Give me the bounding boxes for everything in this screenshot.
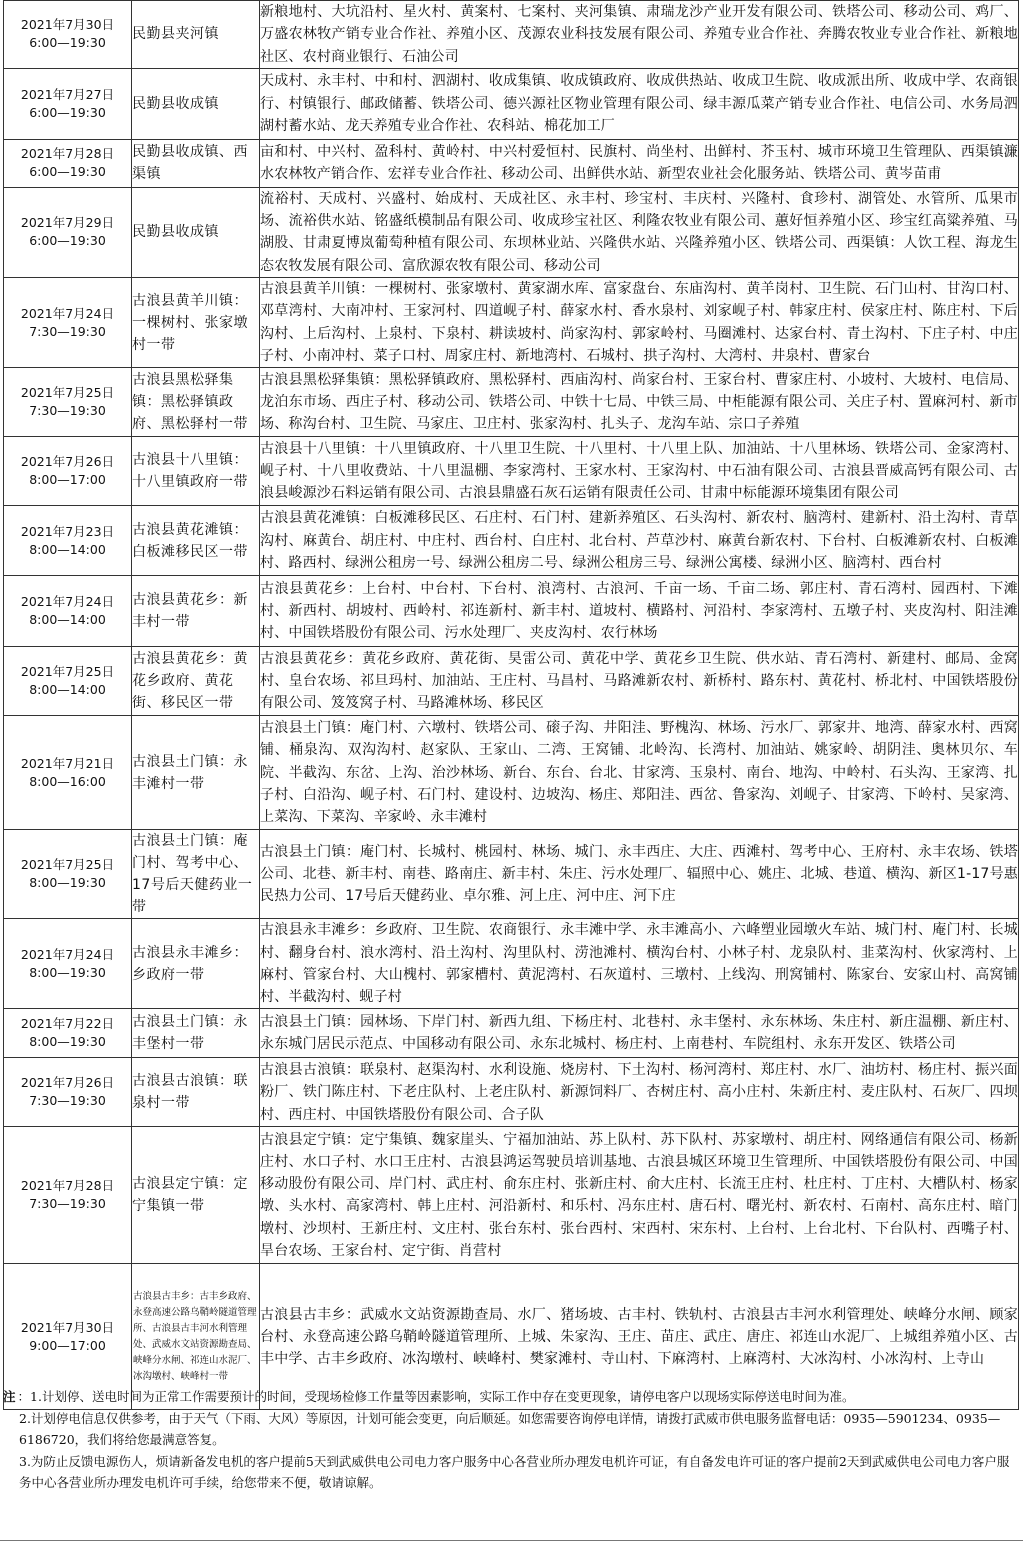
- outage-range-cell: 古浪县黄花乡：上台村、中台村、下台村、浪湾村、古浪河、千亩一场、千亩二场、郭庄村、青石湾村、园西村、下滩村、新西村、胡坡村、西岭村、祁连新村、新丰村、道坡村、横路村、河沿村、李家湾村、五墩子村、夹皮沟村、阳洼滩村、中国铁塔股份有限公司、污水处理厂、夹皮沟村、农行林场: [260, 576, 1019, 647]
- table-row: [4, 506, 1019, 576]
- outage-time-cell: [4, 506, 132, 576]
- outage-range-cell: 古浪县土门镇：园林场、下岸门村、新西九组、下杨庄村、北巷村、永丰堡村、永东林场、朱庄村、新庄温棚、新庄村、永东城门居民示范点、中国移动有限公司、永东北城村、杨庄村、上南巷村、车院组村、永东开发区、铁塔公司: [260, 1009, 1019, 1058]
- bottom-rule: [0, 1540, 1023, 1541]
- outage-date: 2021年7月21日: [20, 755, 115, 771]
- outage-date: 2021年7月28日: [20, 146, 115, 162]
- outage-hours: 8:00—19:30: [29, 1034, 106, 1050]
- outage-hours: 6:00—19:30: [29, 35, 106, 51]
- outage-date: 2021年7月30日: [20, 1319, 115, 1335]
- note-item-3: 3.为防止反馈电源伤人，烦请新备发电机的客户提前5天到武威供电公司电力客户服务中心各营业所办理发电机许可证，有自备发电许可证的客户提前2天到武威供电公司电力客户服务中心各营业所办理发电机许可手续，给您带来不便，敬请谅解。: [19, 1453, 1010, 1490]
- outage-range-cell: 新粮地村、大坑沿村、星火村、黄案村、七案村、夹河集镇、肃瑞龙沙产业开发有限公司、铁塔公司、移动公司、鸡厂、万盛农林牧产销专业合作社、养殖小区、茂源农业科技发展有限公司、养殖专业合作社、奔腾农牧业专业合作社、新粮地社区、农村商业银行、石油公司: [260, 1, 1019, 69]
- outage-range-cell: 古浪县黄羊川镇：一棵树村、张家墩村、黄家湖水库、富家盘台、东庙沟村、黄羊岗村、卫生院、石门山村、甘沟口村、邓草湾村、大南冲村、王家河村、四道岘子村、薛家水村、香水泉村、刘家岘子村、韩家庄村、侯家庄村、陈庄村、下后沟村、上后沟村、上泉村、下泉村、耕读坡村、尚家沟村、郭家岭村、马圈滩村、达家台村、青土沟村、下庄子村、中庄子村、小南冲村、菜子口村、周家庄村、新地湾村、石城村、拱子沟村、大湾村、井泉村、曹家台: [260, 278, 1019, 368]
- outage-date: 2021年7月26日: [20, 1075, 115, 1091]
- outage-hours: 8:00—19:30: [29, 875, 106, 891]
- outage-date: 2021年7月26日: [20, 454, 115, 470]
- outage-area-cell: 民勤县收成镇: [132, 68, 260, 139]
- outage-area-cell: 古浪县土门镇：永丰滩村一带: [132, 716, 260, 830]
- note-item-1: 注 ：1.计划停、送电时间为正常工作需要预计的时间，受现场检修工作量等因素影响，实际工作中存在变更现象，请停电客户以现场实际停送电时间为准。: [3, 1389, 855, 1404]
- outage-area-cell: 古浪县永丰滩乡：乡政府一带: [132, 919, 260, 1009]
- outage-date: 2021年7月25日: [20, 385, 115, 401]
- note-text-1: 1.计划停、送电时间为正常工作需要预计的时间，受现场检修工作量等因素影响，实际工作中存在变更现象，请停电客户以现场实际停送电时间为准。: [30, 1389, 855, 1404]
- outage-hours: 8:00—19:30: [29, 964, 106, 980]
- outage-area-cell: 古浪县土门镇：永丰堡村一带: [132, 1009, 260, 1058]
- table-row: [4, 1, 1019, 69]
- outage-hours: 8:00—17:00: [29, 472, 106, 488]
- outage-hours: 8:00—14:00: [29, 682, 106, 698]
- outage-date: 2021年7月29日: [20, 215, 115, 231]
- outage-hours: 9:00—17:00: [29, 1337, 106, 1353]
- table-row: [4, 716, 1019, 830]
- table-row: [4, 278, 1019, 368]
- outage-time-cell: [4, 278, 132, 368]
- outage-range-cell: 古浪县十八里镇：十八里镇政府、十八里卫生院、十八里村、十八里上队、加油站、十八里林场、铁塔公司、金家湾村、岘子村、十八里收费站、十八里温棚、李家湾村、王家水村、王家沟村、中石油有限公司、古浪县晋威高钙有限公司、古浪县峻源沙石料运销有限公司、古浪县鼎盛石灰石运销有限责任公司、甘肃中标能源环境集团有限公司: [260, 437, 1019, 506]
- outage-area-cell: 古浪县黑松驿集镇：黑松驿镇政府、黑松驿村一带: [132, 368, 260, 437]
- outage-range-cell: 天成村、永丰村、中和村、泗湖村、收成集镇、收成镇政府、收成供热站、收成卫生院、收成派出所、收成中学、农商银行、村镇银行、邮政储蓄、铁塔公司、德兴源社区物业管理有限公司、绿丰源瓜菜产销专业合作社、电信公司、水务局泗湖村蓄水站、龙天养殖专业合作社、农科站、棉花加工厂: [260, 68, 1019, 139]
- outage-range-cell: 流裕村、天成村、兴盛村、始成村、天成社区、永丰村、珍宝村、丰庆村、兴隆村、食珍村、湖管处、水管所、瓜果市场、流裕供水站、铭盛纸模制品有限公司、收成珍宝社区、利隆农牧业有限公司、蕙好恒养殖小区、珍宝红高粱养殖、马湖股、甘肃夏博岚葡萄种植有限公司、东坝林业站、兴隆供水站、兴隆养殖小区、铁塔公司、西渠镇：人饮工程、海龙生态农牧发展有限公司、富欣源农牧有限公司、移动公司: [260, 187, 1019, 277]
- outage-area-cell: 古浪县黄花乡：新丰村一带: [132, 576, 260, 647]
- outage-range-cell: 古浪县黑松驿集镇：黑松驿镇政府、黑松驿村、西庙沟村、尚家台村、王家台村、曹家庄村、小坡村、大坡村、电信局、龙泊东市场、西庄子村、移动公司、铁塔公司、中铁十七局、中铁三局、中柜能源有限公司、关庄子村、置麻河村、新市场、称沟台村、卫生院、马家庄、卫庄村、张家沟村、扎头子、龙沟车站、宗口子养殖: [260, 368, 1019, 437]
- outage-range-cell: 亩和村、中兴村、盈科村、黄岭村、中兴村爱恒村、民旗村、尚坐村、出鲜村、芥玉村、城市环境卫生管理队、西渠镇濂水农林牧产销合作、宏祥专业合作社、移动公司、出鲜供水站、新型农业社会化服务站、铁塔公司、黄岑苗甫: [260, 139, 1019, 187]
- outage-area-cell: 古浪县定宁镇：定宁集镇一带: [132, 1127, 260, 1264]
- outage-area-cell: 古浪县黄花滩镇：白板滩移民区一带: [132, 506, 260, 576]
- outage-hours: 7:30—19:30: [29, 323, 106, 339]
- table-row: [4, 437, 1019, 506]
- outage-hours: 7:30—19:30: [29, 1196, 106, 1212]
- outage-range-cell: 古浪县定宁镇：定宁集镇、魏家崖头、宁福加油站、苏上队村、苏下队村、苏家墩村、胡庄村、网络通信有限公司、杨新庄村、水口子村、水口王庄村、古浪县鸿运驾驶员培训基地、古浪县城区环境卫生管理所、中国铁塔股份有限公司、中国移动股份有限公司、岸门村、武庄村、俞东庄村、张新庄村、俞大庄村、长流王庄村、杜庄村、丁庄村、大槽队村、杨家墩、头水村、高家湾村、韩上庄村、河沿新村、和乐村、冯东庄村、唐石村、曙光村、新农村、石南村、高东庄村、暗门墩村、沙坝村、王新庄村、文庄村、张台东村、张台西村、宋西村、宋东村、上台村、上台北村、下台队村、西嘴子村、旱台农场、王家台村、定宁街、肖营村: [260, 1127, 1019, 1264]
- outage-schedule-table: [3, 0, 1019, 1410]
- outage-time-cell: [4, 647, 132, 716]
- outage-area-cell: 民勤县收成镇: [132, 187, 260, 277]
- note-item-2: 2.计划停电信息仅供参考，由于天气（下雨、大风）等原因，计划可能会变更，向后顺延。如您需要咨询停电详情，请拨打武威市供电服务监督电话：0935—5901234、0935—6186720，我们将给您最满意答复。: [19, 1410, 1001, 1447]
- table-row: [4, 647, 1019, 716]
- outage-area-cell: 古浪县古浪镇：联泉村一带: [132, 1058, 260, 1127]
- outage-hours: 8:00—14:00: [29, 541, 106, 557]
- outage-time-cell: [4, 68, 132, 139]
- outage-range-cell: 古浪县黄花乡：黄花乡政府、黄花街、昊雷公司、黄花中学、黄花乡卫生院、供水站、青石湾村、新建村、邮局、金窝村、皇台农场、祁旦玛村、加油站、王庄村、马昌村、马路滩新农村、新桥村、路东村、黄花村、桥北村、中国铁塔股份有限公司、笈笈窝子村、马路滩林场、移民区: [260, 647, 1019, 716]
- table-row: [4, 576, 1019, 647]
- outage-range-cell: 古浪县土门镇：庵门村、六墩村、铁塔公司、磙子沟、井阳洼、野槐沟、林场、污水厂、郭家井、地湾、薛家水村、西窝铺、桶泉沟、双沟沟村、赵家队、王家山、二湾、王窝铺、北岭沟、长湾村、加油站、姚家岭、胡阴洼、奥林贝尔、车院、半截沟、东岔、上沟、治沙林场、新台、东台、台北、甘家湾、玉泉村、南台、地沟、中岭村、石头沟、王家湾、扎子村、白沿沟、岘子村、石门村、建设村、边坡沟、杨庄、郑阳洼、西岔、鲁家沟、刘岘子、甘家湾、下岭村、吴家湾、上菜沟、下菜沟、辛家岭、永丰滩村: [260, 716, 1019, 830]
- outage-time-cell: [4, 830, 132, 919]
- outage-time-cell: [4, 1009, 132, 1058]
- outage-area-cell: 古浪县黄花乡：黄花乡政府、黄花街、移民区一带: [132, 647, 260, 716]
- outage-range-cell: 古浪县永丰滩乡：乡政府、卫生院、农商银行、永丰滩中学、永丰滩高小、六峰塑业园墩火车站、城门村、庵门村、长城村、翻身台村、浪水湾村、沿土沟村、沟里队村、涝池滩村、横沟台村、小林子村、龙泉队村、韭菜沟村、伙家湾村、上麻村、管家台村、大山槐村、郭家槽村、黄泥湾村、石灰道村、三墩村、上线沟、刑窝铺村、陈家台、安家山村、高窝铺村、半截沟村、蚬子村: [260, 919, 1019, 1009]
- outage-date: 2021年7月25日: [20, 857, 115, 873]
- outage-date: 2021年7月25日: [20, 664, 115, 680]
- outage-range-cell: 古浪县古丰乡：武威水文站资源勘查局、水厂、猪场坡、古丰村、铁轨村、古浪县古丰河水利管理处、峡峰分水闸、顾家台村、永登高速公路乌鞘岭隧道管理所、上城、朱家沟、王庄、苗庄、武庄、唐庄、祁连山水泥厂、上城组养殖小区、古丰中学、古丰乡政府、冰沟墩村、峡峰村、樊家滩村、寺山村、下麻湾村、上麻湾村、大冰沟村、小冰沟村、上寺山: [260, 1264, 1019, 1410]
- outage-date: 2021年7月24日: [20, 305, 115, 321]
- table-row: [4, 1058, 1019, 1127]
- table-row: [4, 187, 1019, 277]
- table-row: [4, 1127, 1019, 1264]
- outage-time-cell: [4, 139, 132, 187]
- table-row: [4, 368, 1019, 437]
- outage-area-cell: 古浪县黄羊川镇：一棵树村、张家墩村一带: [132, 278, 260, 368]
- outage-time-cell: [4, 1, 132, 69]
- table-row: [4, 830, 1019, 919]
- outage-date: 2021年7月30日: [20, 17, 115, 33]
- table-row: [4, 68, 1019, 139]
- outage-time-cell: [4, 368, 132, 437]
- outage-range-cell: 古浪县古浪镇：联泉村、赵渠沟村、水利设施、烧房村、下土沟村、杨河湾村、郑庄村、水厂、油坊村、杨庄村、振兴面粉厂、铁门陈庄村、下老庄队村、上老庄队村、新源饲料厂、杏树庄村、高小庄村、朱新庄村、麦庄队村、石灰厂、四坝村、西庄村、中国铁塔股份有限公司、合子队: [260, 1058, 1019, 1127]
- outage-time-cell: [4, 716, 132, 830]
- table-row: [4, 1009, 1019, 1058]
- outage-date: 2021年7月22日: [20, 1016, 115, 1032]
- outage-hours: 7:30—19:30: [29, 403, 106, 419]
- outage-hours: 7:30—19:30: [29, 1093, 106, 1109]
- outage-time-cell: [4, 1127, 132, 1264]
- table-row: [4, 139, 1019, 187]
- outage-range-cell: 古浪县土门镇：庵门村、长城村、桃园村、林场、城门、永丰西庄、大庄、西滩村、驾考中心、王府村、永丰农场、铁塔公司、北巷、新丰村、南巷、路南庄、新丰村、朱庄、污水处理厂、辐照中心、姚庄、北城、巷道、横沟、新区1-17号惠民热力公司、17号后天健药业、卓尔雅、河上庄、河中庄、河下庄: [260, 830, 1019, 919]
- outage-hours: 6:00—19:30: [29, 233, 106, 249]
- outage-time-cell: [4, 437, 132, 506]
- notes-heading: 注: [3, 1389, 16, 1404]
- outage-hours: 6:00—19:30: [29, 104, 106, 120]
- table-row: [4, 919, 1019, 1009]
- outage-hours: 8:00—16:00: [29, 773, 106, 789]
- outage-hours: 8:00—14:00: [29, 612, 106, 628]
- outage-area-cell: 民勤县收成镇、西渠镇: [132, 139, 260, 187]
- notes-section: [3, 1386, 1019, 1494]
- outage-time-cell: [4, 187, 132, 277]
- outage-area-cell: 古浪县古丰乡：古丰乡政府、永登高速公路乌鞘岭隧道管理所、古浪县古丰河水利管理处、武威水文站资源勘查局、峡峰分水闸、祁连山水泥厂、冰沟墩村、峡峰村一带: [132, 1264, 260, 1410]
- outage-range-cell: 古浪县黄花滩镇：白板滩移民区、石庄村、石门村、建新养殖区、石头沟村、新农村、脑湾村、建新村、沿土沟村、青草沟村、麻黄台、胡庄村、中庄村、西台村、白庄村、北台村、芦草沙村、麻黄台新农村、下台村、白板滩新农村、白板滩村、路西村、绿洲公租房一号、绿洲公租房二号、绿洲公租房三号、绿洲公寓楼、绿洲小区、脑湾村、西台村: [260, 506, 1019, 576]
- outage-date: 2021年7月23日: [20, 523, 115, 539]
- outage-area-cell: 古浪县十八里镇：十八里镇政府一带: [132, 437, 260, 506]
- outage-hours: 6:00—19:30: [29, 164, 106, 180]
- outage-date: 2021年7月27日: [20, 86, 115, 102]
- outage-date: 2021年7月24日: [20, 594, 115, 610]
- outage-area-cell: 古浪县土门镇：庵门村、驾考中心、17号后天健药业一带: [132, 830, 260, 919]
- outage-time-cell: [4, 576, 132, 647]
- outage-date: 2021年7月28日: [20, 1178, 115, 1194]
- outage-date: 2021年7月24日: [20, 946, 115, 962]
- outage-area-cell: 民勤县夹河镇: [132, 1, 260, 69]
- outage-time-cell: [4, 1058, 132, 1127]
- outage-time-cell: [4, 919, 132, 1009]
